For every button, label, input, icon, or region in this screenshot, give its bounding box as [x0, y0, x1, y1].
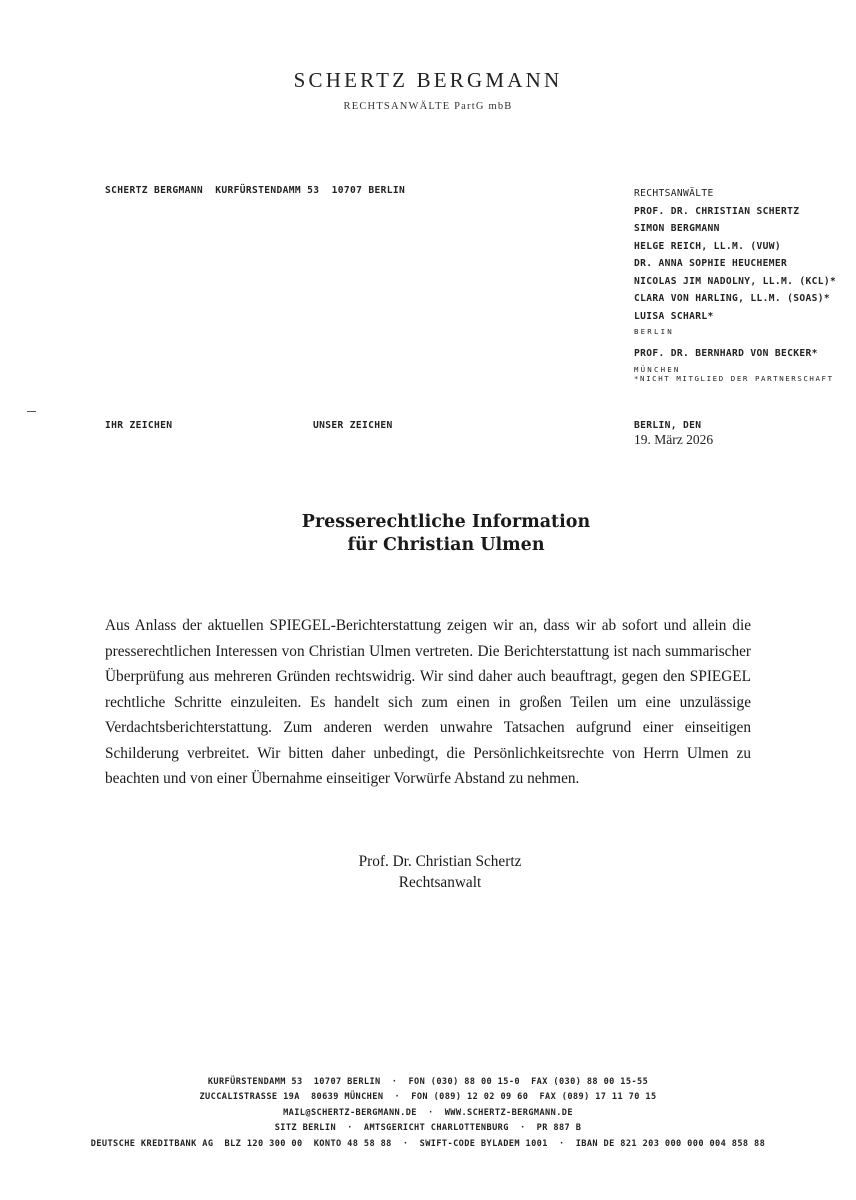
- office-city-munich: MÜNCHEN: [634, 364, 681, 374]
- partner-name: PROF. DR. CHRISTIAN SCHERTZ: [634, 205, 800, 217]
- partner-name: CLARA VON HARLING, LL.M. (SOAS)*: [634, 293, 831, 304]
- partner-name: DR. ANNA SOPHIE HEUCHEMER: [634, 258, 788, 269]
- partner-name: SIMON BERGMANN: [634, 223, 720, 234]
- body-paragraph: Aus Anlass der aktuellen SPIEGEL-Berichterstattung zeigen wir an, dass wir ab sofort und allein die presserechtlichen Interessen von Christian Ulmen vertreten. Die Berichterstattung ist nach summarischer Überprüfung aus mehreren Gründen rechtswidrig. Wir sind daher auch beauftragt, gegen den SPIEGEL rechtliche Schritte einzuleiten. Es handelt sich zum einen in großen Teilen um eine unzulässige Verdachtsberichterstattung. Zum anderen werden unwahre Tatsachen aufgrund einer einseitigen Schilderung verbreitet. Wir bitten daher unbedingt, die Persönlichkeitsrechte von Herrn Ulmen zu beachten und von einer Übernahme einseitiger Vorwürfe Abstand zu nehmen.: [105, 617, 751, 787]
- footer-munich-address: ZUCCALISTRASSE 19A 80639 MÜNCHEN · FON (089) 12 02 09 60 FAX (089) 17 11 70 15: [199, 1092, 657, 1103]
- partner-name: LUISA SCHARL*: [634, 310, 714, 322]
- firm-logo-subtitle: RECHTSANWÄLTE PartG mbB: [343, 101, 513, 112]
- partner-name: HELGE REICH, LL.M. (VUW): [634, 240, 782, 252]
- signature-block: [290, 851, 590, 893]
- signature-role: Rechtsanwalt: [398, 874, 482, 891]
- title-line-1: Presserechtliche Information: [301, 512, 591, 532]
- footer-berlin-address: KURFÜRSTENDAMM 53 10707 BERLIN · FON (030) 88 00 15-0 FAX (030) 88 00 15-55: [207, 1077, 649, 1087]
- document-title: [0, 511, 856, 557]
- partner-list: [634, 185, 836, 377]
- ihr-zeichen-label: IHR ZEICHEN: [105, 420, 173, 431]
- unser-zeichen-label: UNSER ZEICHEN: [313, 420, 393, 431]
- partner-name: NICOLAS JIM NADOLNY, LL.M. (KCL)*: [634, 275, 837, 287]
- fold-mark: [27, 411, 36, 412]
- partner-footnote: *NICHT MITGLIED DER PARTNERSCHAFT: [634, 374, 834, 383]
- firm-logo-name: SCHERTZ BERGMANN: [293, 68, 563, 92]
- footer-contact: MAIL@SCHERTZ-BERGMANN.DE · WWW.SCHERTZ-BERGMANN.DE: [283, 1107, 573, 1118]
- place-date-label: BERLIN, DEN: [634, 420, 702, 431]
- footer-registry: SITZ BERLIN · AMTSGERICHT CHARLOTTENBURG · PR 887 B: [274, 1123, 582, 1134]
- partner-list-heading: RECHTSANWÄLTE: [634, 188, 714, 199]
- sender-address-line: SCHERTZ BERGMANN KURFÜRSTENDAMM 53 10707 BERLIN: [105, 185, 406, 196]
- letter-footer: [0, 1075, 856, 1152]
- footer-bank: DEUTSCHE KREDITBANK AG BLZ 120 300 00 KONTO 48 58 88 · SWIFT-CODE BYLADEM 1001 · IBAN DE 821 203 000 000 004 858 88: [90, 1138, 766, 1149]
- partner-name: PROF. DR. BERNHARD VON BECKER*: [634, 348, 818, 359]
- letter-date: 19. März 2026: [634, 432, 714, 447]
- title-line-2: für Christian Ulmen: [347, 535, 545, 555]
- signature-name: Prof. Dr. Christian Schertz: [358, 853, 522, 870]
- office-city-berlin: BERLIN: [634, 327, 674, 336]
